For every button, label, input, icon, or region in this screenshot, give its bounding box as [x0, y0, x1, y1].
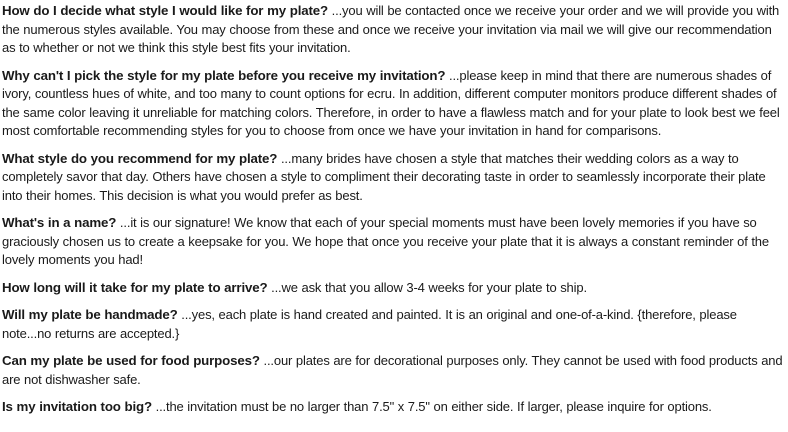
faq-item-recommend-style [2, 150, 788, 206]
faq-answer: ...it is our signature! We know that each of your special moments must have been lovely memories if you have so graciously chosen us to create a keepsake for you. We hope that once you receive your plate that it is always a constant reminder of the lovely moments you had! [2, 215, 769, 267]
faq-section [0, 2, 788, 417]
faq-answer: ...many brides have chosen a style that matches their wedding colors as a way to completely savor that day. Others have chosen a style to compliment their decorating taste in order to seamlessly incorporate their plate into their homes. This decision is what you would prefer as best. [2, 150, 766, 203]
faq-question: Will my plate be handmade? [2, 307, 178, 322]
faq-item-whats-in-a-name [2, 214, 788, 270]
faq-question: How do I decide what style I would like for my plate? [2, 3, 328, 18]
faq-answer: ...yes, each plate is hand created and painted. It is an original and one-of-a-kind. {therefore, please note...no returns are accepted.} [2, 307, 737, 341]
faq-item-pick-style-before [2, 67, 788, 141]
faq-item-handmade [2, 306, 788, 343]
faq-question: Is my invitation too big? [2, 399, 152, 414]
faq-question: Why can't I pick the style for my plate before you receive my invitation? [2, 67, 446, 83]
faq-answer: ...the invitation must be no larger than 7.5" x 7.5" on either side. If larger, please inquire for options. [151, 399, 712, 414]
faq-answer: ...you will be contacted once we receive your order and we will provide you with the numerous styles available. You may choose from these and once we receive your invitation via mail we will give our recommendation as to whether or not we think this style best fits your invitation. [2, 3, 780, 55]
faq-item-shipping-time [2, 279, 788, 298]
faq-item-decide-style [2, 2, 788, 58]
faq-answer: ...we ask that you allow 3-4 weeks for your plate to ship. [267, 279, 587, 295]
faq-item-invitation-size [2, 398, 788, 417]
faq-question: What's in a name? [2, 215, 117, 230]
faq-question: Can my plate be used for food purposes? [2, 353, 260, 368]
faq-question: What style do you recommend for my plate? [2, 150, 278, 166]
faq-question: How long will it take for my plate to arrive? [2, 279, 268, 295]
faq-answer: ...our plates are for decorational purposes only. They cannot be used with food products and are not dishwasher safe. [2, 353, 783, 387]
faq-answer: ...please keep in mind that there are numerous shades of ivory, countless hues of white, and too many to count options for ecru. In addition, different computer monitors produce different shades of the same color leaving it unreliable for matching colors. Therefore, in order to have a flawless match and for your plate to look best we feel most comfortable recommending styles for you to choose from once we have your invitation in hand for comparisons. [2, 67, 780, 138]
faq-item-food-use [2, 352, 788, 389]
